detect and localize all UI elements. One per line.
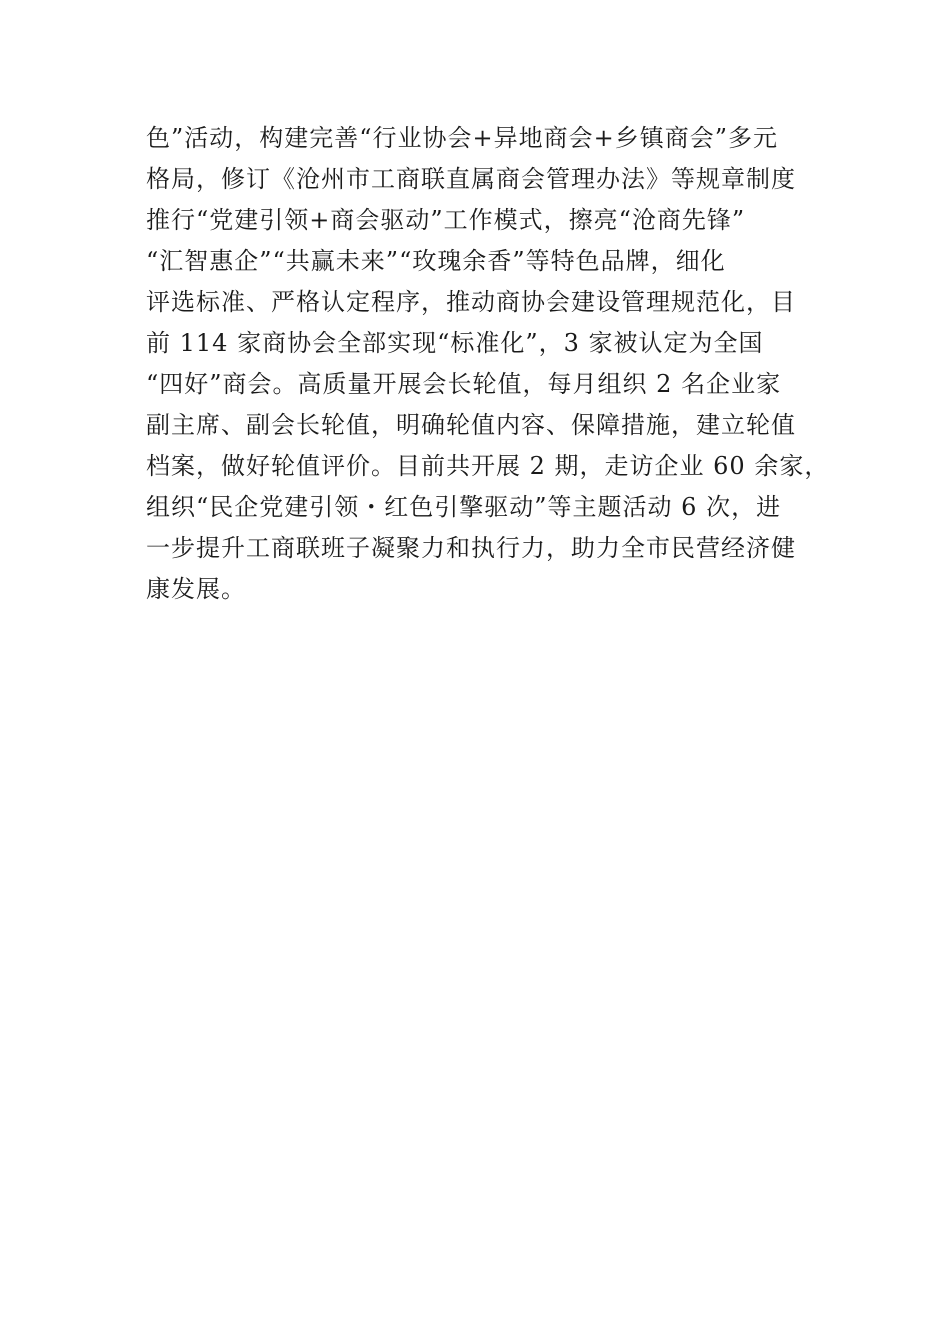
paragraph-line: “汇智惠企”“共赢未来”“玫瑰余香”等特色品牌，细化: [146, 247, 726, 275]
paragraph-line: 推行“党建引领+商会驱动”工作模式，擦亮“沧商先锋”: [146, 206, 746, 234]
paragraph-line: 前 114 家商协会全部实现“标准化”，3 家被认定为全国: [146, 329, 764, 357]
body-paragraph: [146, 118, 830, 610]
paragraph-line: 评选标准、严格认定程序，推动商协会建设管理规范化，目: [146, 288, 796, 316]
paragraph-line: 格局，修订《沧州市工商联直属商会管理办法》等规章制度: [146, 165, 796, 193]
paragraph-line: 色”活动，构建完善“行业协会+异地商会+乡镇商会”多元: [146, 124, 779, 152]
paragraph-line: 一步提升工商联班子凝聚力和执行力，助力全市民营经济健: [146, 534, 796, 562]
paragraph-line: 组织“民企党建引领・红色引擎驱动”等主题活动 6 次，进: [146, 493, 782, 521]
paragraph-line: 康发展。: [146, 575, 246, 603]
paragraph-line: 档案，做好轮值评价。目前共开展 2 期，走访企业 60 余家，: [146, 452, 830, 480]
paragraph-line: “四好”商会。高质量开展会长轮值，每月组织 2 名企业家: [146, 370, 782, 398]
paragraph-line: 副主席、副会长轮值，明确轮值内容、保障措施，建立轮值: [146, 411, 796, 439]
